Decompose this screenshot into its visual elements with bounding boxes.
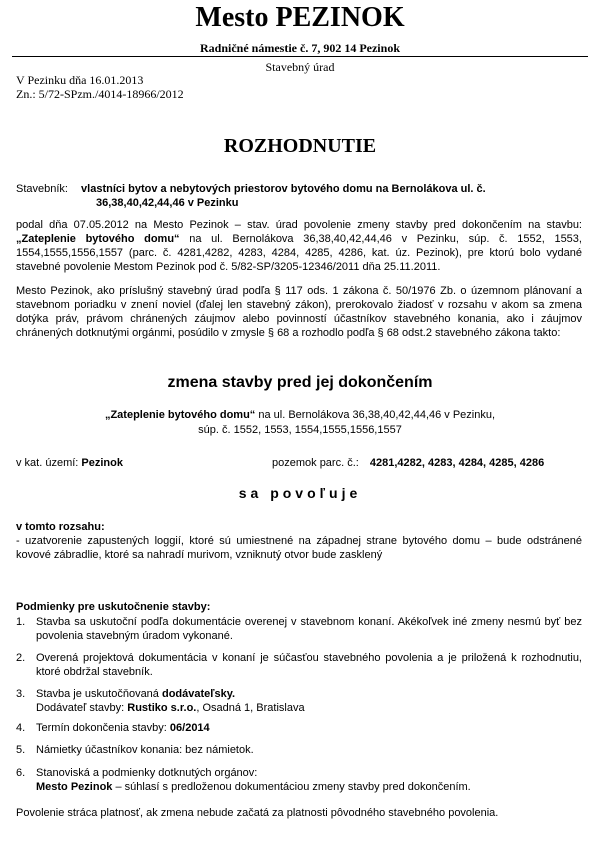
contractor-label: Dodávateľ stavby: <box>36 702 128 714</box>
condition-text: Námietky účastníkov konania: bez námietok. <box>36 744 254 756</box>
plot-value: 4281,4282, 4283, 4284, 4285, 4286 <box>369 457 545 469</box>
application-text-1: podal dňa 07.05.2012 na Mesto Pezinok – stav. úrad povolenie zmeny stavby pred dokončením na stavbu: <box>16 219 582 231</box>
project-address: na ul. Bernolákova 36,38,40,42,44,46 v Pezinku, <box>255 409 496 421</box>
builder-block <box>16 182 582 210</box>
condition-number: 2. <box>16 652 26 664</box>
condition-bold-part: dodávateľsky. <box>161 688 236 700</box>
contractor-name: Rustiko s.r.o. <box>127 702 197 714</box>
condition-text <box>36 687 582 715</box>
condition-text: Overená projektová dokumentácia v konaní je súčasťou stavebného povolenia a je priložená k rozhodnutiu, ktoré obdržal stavebník. <box>36 652 582 678</box>
builder-label: Stavebník: <box>16 183 68 195</box>
condition-text <box>36 721 582 735</box>
meta-block <box>16 73 184 101</box>
condition-number: 6. <box>16 767 26 779</box>
completion-date: 06/2014 <box>169 722 210 734</box>
decision-heading: ROZHODNUTIE <box>223 135 377 157</box>
scope-text: - uzatvorenie zapustených loggií, ktoré sú umiestnené na západnej strane bytového domu – bude odstránené kovové zábradlie, ktoré sa nahradí murivom, vzniknutý otvor bude zasklený <box>16 535 582 561</box>
office-name: Stavebný úrad <box>265 60 335 74</box>
office-address: Radničné námestie č. 7, 902 14 Pezinok <box>200 41 400 55</box>
builder-line1: vlastníci bytov a nebytových priestorov bytového domu na Bernolákova ul. č. <box>81 183 486 195</box>
scope-label: v tomto rozsahu: <box>16 521 105 533</box>
condition-text <box>36 766 582 794</box>
plot-label: pozemok parc. č.: <box>272 457 359 469</box>
builder-line2: 36,38,40,42,44,46 v Pezinku <box>96 197 239 209</box>
condition-text-part: Stanoviská a podmienky dotknutých orgánov: <box>36 767 258 779</box>
cadastre-value: Pezinok <box>81 457 123 469</box>
authority-name: Mesto Pezinok <box>36 781 113 793</box>
project-name: „Zateplenie bytového domu“ <box>104 409 256 421</box>
validity-statement: Povolenie stráca platnosť, ak zmena nebude začatá za platnosti pôvodného stavebného povolenia. <box>16 807 499 819</box>
scope-block <box>16 520 582 562</box>
condition-text: Stavba sa uskutoční podľa dokumentácie overenej v stavebnom konaní. Akékoľvek iné zmeny nesmú byť bez povolenia stavebným úradom vykonané. <box>36 616 582 642</box>
condition-text-part: Termín dokončenia stavby: <box>36 722 170 734</box>
condition-number: 4. <box>16 722 26 734</box>
project-block <box>0 408 600 438</box>
header-divider <box>12 56 588 57</box>
contractor-address: , Osadná 1, Bratislava <box>196 702 305 714</box>
cadastre-area <box>16 456 123 470</box>
condition-text-part: Stavba je uskutočňovaná <box>36 688 162 700</box>
project-line1 <box>0 408 600 423</box>
document-title: Mesto PEZINOK <box>195 2 405 33</box>
authority-statement: – súhlasí s predloženou dokumentáciou zmeny stavby pred dokončením. <box>112 781 471 793</box>
place-date: V Pezinku dňa 16.01.2013 <box>16 73 144 87</box>
cadastre-label: v kat. území: <box>16 457 79 469</box>
condition-number: 5. <box>16 744 26 756</box>
application-text-2: na ul. Bernolákova 36,38,40,42,44,46 v Pezinku, súp. č. 1552, 1553, 1554,1555,1556,1557 (parc. č. 4281,4282, 4283, 4284, 4285, 4286, kat. úz. Pezinok), pre ktorú bolo vydané stavebné povolenie Mestom Pezinok pod č. 5/82-SP/3205-12346/2011 dňa 25.11.2011. <box>16 233 582 273</box>
authority-paragraph: Mesto Pezinok, ako príslušný stavebný úrad podľa § 117 ods. 1 zákona č. 50/1976 Zb. o územnom plánovaní a stavebnom poriadku v znení noviel (ďalej len stavebný zákon), prerokovalo žiadosť v rozsahu v akom sa zmena dotýka práv, právom chránených záujmov alebo povinností účastníkov stavebného konania, ako i záujmov chránených dotknutými orgánmi, posúdilo v zmysle § 68 a rozhodlo podľa § 68 odst.2 stavebného zákona takto: <box>16 285 582 339</box>
permitted-statement: sa povoľuje <box>238 485 362 501</box>
project-line2: súp. č. 1552, 1553, 1554,1555,1556,1557 <box>198 424 402 436</box>
reference-number: Zn.: 5/72-SPzm./4014-18966/2012 <box>16 87 184 101</box>
decision-title: zmena stavby pred jej dokončením <box>167 374 433 391</box>
application-paragraph <box>16 218 582 274</box>
condition-number: 1. <box>16 616 26 628</box>
conditions-label: Podmienky pre uskutočnenie stavby: <box>16 601 211 613</box>
application-project-name: „Zateplenie bytového domu“ <box>16 233 180 245</box>
plot-numbers <box>272 456 544 470</box>
condition-number: 3. <box>16 688 26 700</box>
